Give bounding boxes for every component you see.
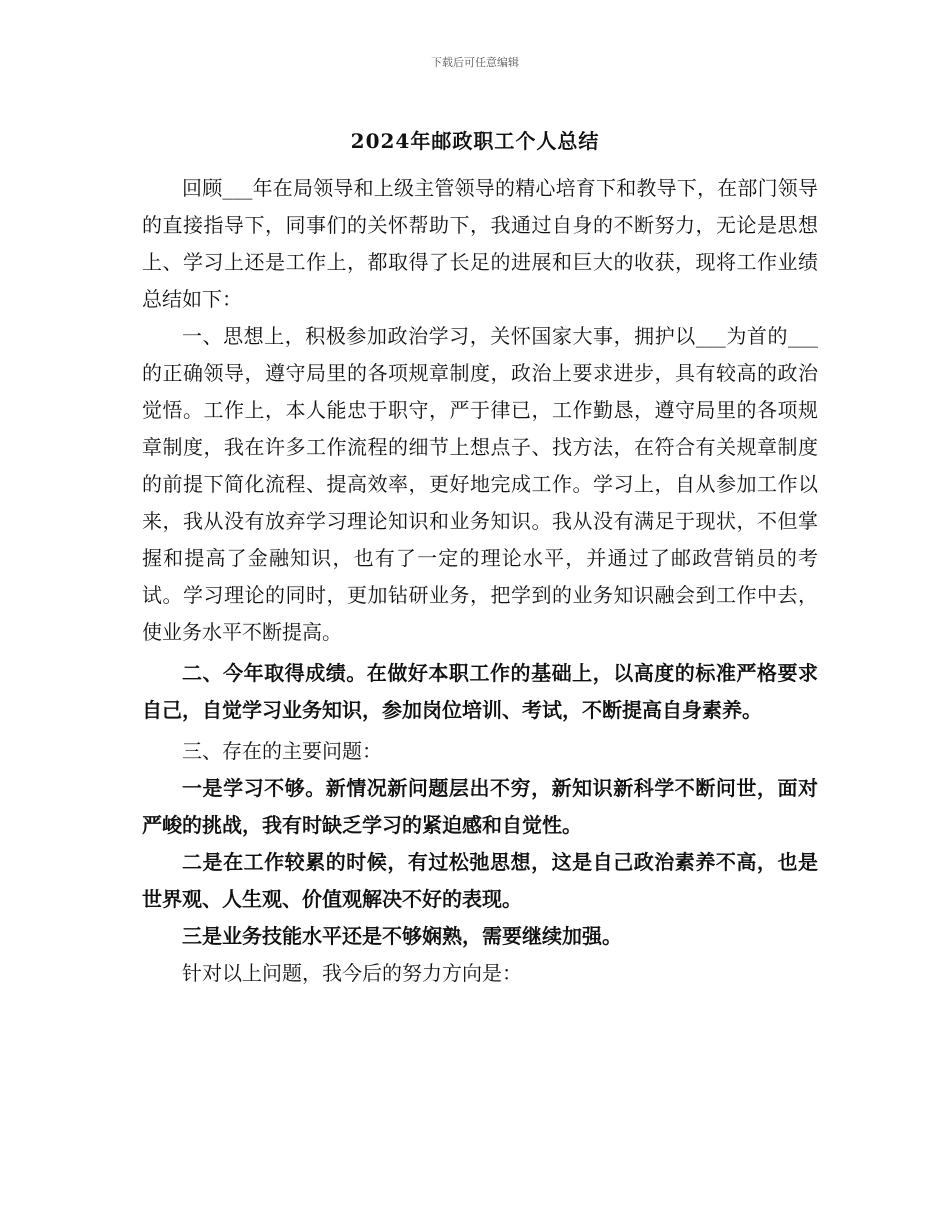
paragraph-intro: 回顾___年在局领导和上级主管领导的精心培育下和教导下，在部门领导的直接指导下，同事们的关怀帮助下，我通过自身的不断努力，无论是思想上、学习上还是工作上，都取得了长足的进展和巨大的收获，现将工作业绩总结如下： (142, 176, 818, 311)
paragraph-problem-two: 二是在工作较累的时候，有过松弛思想，这是自己政治素养不高，也是世界观、人生观、价值观解决不好的表现。 (142, 850, 818, 911)
document-title: 2024年邮政职工个人总结 (350, 129, 600, 153)
paragraph-problems-heading: 三、存在的主要问题： (182, 739, 382, 763)
paragraph-achievements: 二、今年取得成绩。在做好本职工作的基础上，以高度的标准严格要求自己，自觉学习业务知识，参加岗位培训、考试，不断提高自身素养。 (142, 661, 818, 722)
paragraph-problem-three: 三是业务技能水平还是不够娴熟，需要继续加强。 (182, 924, 622, 948)
document-body (142, 170, 818, 992)
paragraph-thought: 一、思想上，积极参加政治学习，关怀国家大事，拥护以___为首的___的正确领导，遵守局里的各项规章制度，政治上要求进步，具有较高的政治觉悟。工作上，本人能忠于职守，严于律已，工作勤恳，遵守局里的各项规章制度，我在许多工作流程的细节上想点子、找方法，在符合有关规章制度的前提下简化流程、提高效率，更好地完成工作。学习上，自从参加工作以来，我从没有放弃学习理论知识和业务知识。我从没有满足于现状，不但掌握和提高了金融知识，也有了一定的理论水平，并通过了邮政营销员的考试。学习理论的同时，更加钻研业务，把学到的业务知识融会到工作中去，使业务水平不断提高。 (142, 324, 818, 644)
header-watermark: 下载后可任意编辑 (431, 56, 519, 69)
paragraph-problem-one: 一是学习不够。新情况新问题层出不穷，新知识新科学不断问世，面对严峻的挑战，我有时缺乏学习的紧迫感和自觉性。 (142, 776, 818, 837)
paragraph-direction: 针对以上问题，我今后的努力方向是： (182, 961, 522, 985)
